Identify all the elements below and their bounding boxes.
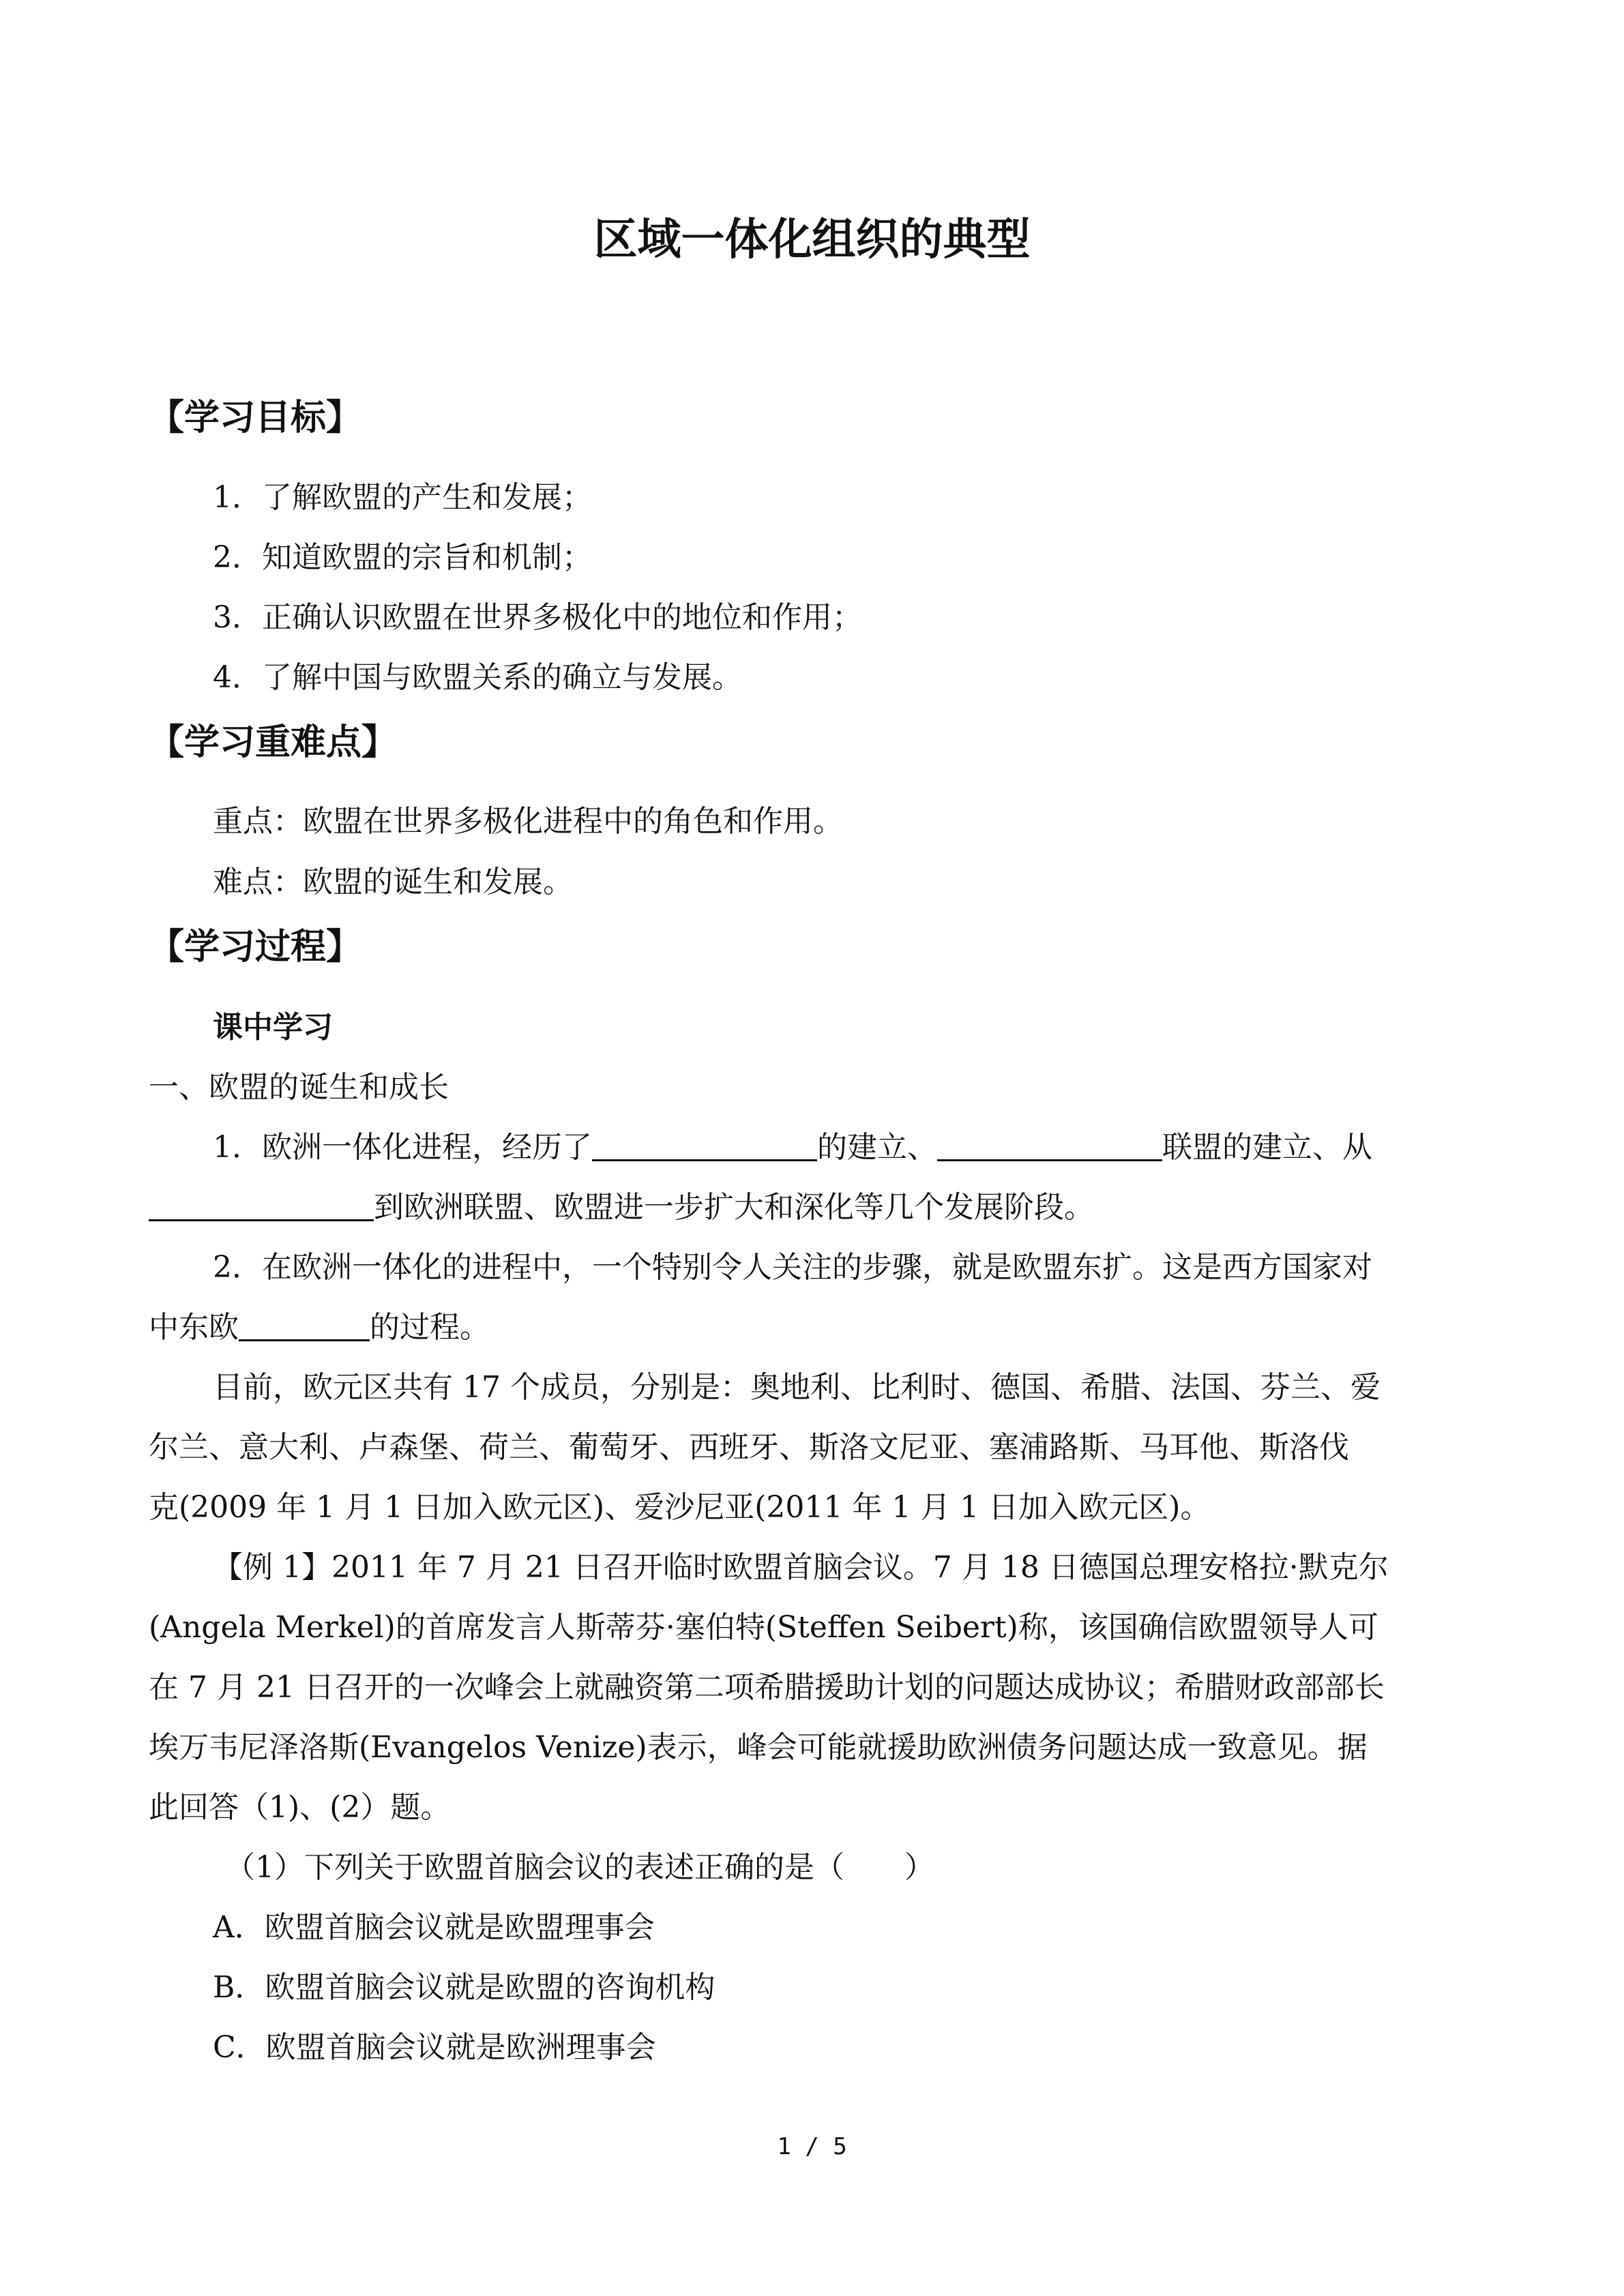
eurozone-paragraph-line: 克(2009 年 1 月 1 日加入欧元区)、爱沙尼亚(2011 年 1 月 1 日加入欧元区)。	[149, 1490, 1211, 1525]
fill-blank[interactable]	[239, 1309, 370, 1341]
q1-text-d: 到欧洲联盟、欧盟进一步扩大和深化等几个发展阶段。	[374, 1190, 1094, 1225]
eurozone-paragraph-line: 目前，欧元区共有 17 个成员，分别是：奥地利、比利时、德国、希腊、法国、芬兰、爱	[213, 1370, 1381, 1405]
option-a: A．欧盟首脑会议就是欧盟理事会	[213, 1910, 655, 1945]
heading-key-points: 【学习重难点】	[149, 722, 398, 763]
example-paragraph-line: (Angela Merkel)的首席发言人斯蒂芬·塞伯特(Steffen Seibert)称，该国确信欧盟领导人可	[149, 1610, 1378, 1645]
goal-item: 3．正确认识欧盟在世界多极化中的地位和作用；	[213, 600, 862, 635]
focus-text: 重点：欧盟在世界多极化进程中的角色和作用。	[213, 804, 843, 839]
fill-blank[interactable]	[149, 1189, 374, 1221]
question-1-line-1	[213, 1122, 1372, 1166]
question-2-line-1: 2．在欧洲一体化的进程中，一个特别令人关注的步骤，就是欧盟东扩。这是西方国家对	[213, 1250, 1372, 1285]
q1-text-a: 1．欧洲一体化进程，经历了	[213, 1130, 592, 1165]
option-b: B．欧盟首脑会议就是欧盟的咨询机构	[213, 1970, 715, 2005]
page-number: 1 / 5	[777, 2133, 847, 2160]
q1-text-c: 联盟的建立、从	[1162, 1130, 1372, 1165]
example-paragraph-line: 【例 1】2011 年 7 月 21 日召开临时欧盟首脑会议。7 月 18 日德国总理安格拉·默克尔	[213, 1550, 1389, 1585]
option-c: C．欧盟首脑会议就是欧洲理事会	[213, 2030, 656, 2065]
example-paragraph-line: 在 7 月 21 日召开的一次峰会上就融资第二项希腊援助计划的问题达成协议；希腊财政部部长	[149, 1670, 1385, 1705]
question-2-line-2	[149, 1302, 490, 1346]
fill-blank[interactable]	[592, 1129, 817, 1161]
q1-text-b: 的建立、	[817, 1130, 937, 1165]
page-title: 区域一体化组织的典型	[593, 215, 1031, 265]
question-stem: （1）下列关于欧盟首脑会议的表述正确的是（ ）	[225, 1850, 934, 1885]
difficulty-text: 难点：欧盟的诞生和发展。	[213, 865, 573, 899]
example-paragraph-line: 此回答（1)、(2）题。	[149, 1790, 451, 1825]
goal-item: 4．了解中国与欧盟关系的确立与发展。	[213, 660, 742, 695]
q2-text-b: 的过程。	[370, 1310, 490, 1345]
part1-title: 一、欧盟的诞生和成长	[149, 1070, 449, 1105]
goal-item: 1．了解欧盟的产生和发展；	[213, 480, 592, 515]
question-1-line-2	[149, 1182, 1094, 1226]
q2-text-a: 中东欧	[149, 1310, 239, 1345]
goal-item: 2．知道欧盟的宗旨和机制；	[213, 540, 592, 575]
heading-goals: 【学习目标】	[149, 398, 362, 438]
heading-process: 【学习过程】	[149, 927, 362, 968]
fill-blank[interactable]	[937, 1129, 1162, 1161]
subheading-in-class: 课中学习	[213, 1010, 333, 1045]
example-paragraph-line: 埃万韦尼泽洛斯(Evangelos Venize)表示，峰会可能就援助欧洲债务问题达成一致意见。据	[149, 1730, 1368, 1765]
eurozone-paragraph-line: 尔兰、意大利、卢森堡、荷兰、葡萄牙、西班牙、斯洛文尼亚、塞浦路斯、马耳他、斯洛伐	[149, 1430, 1349, 1465]
